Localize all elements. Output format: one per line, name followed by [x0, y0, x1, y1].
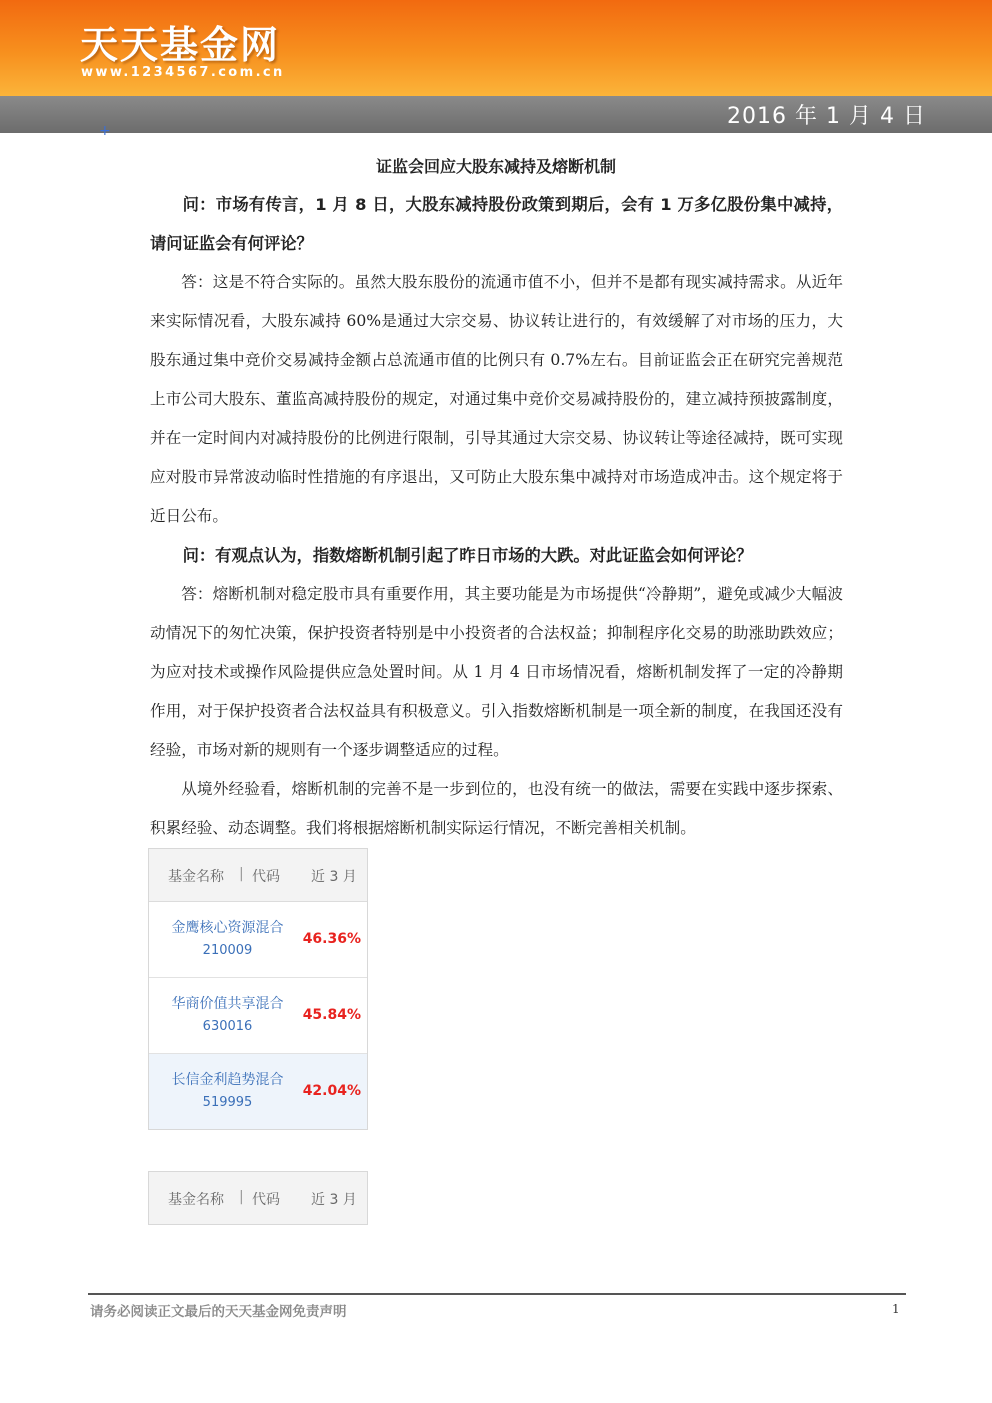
header-code: 代码: [252, 1192, 280, 1208]
header-fund-name: 基金名称: [168, 1192, 224, 1208]
fund-name-link[interactable]: 长信金利趋势混合: [171, 1072, 284, 1088]
fund-code-link[interactable]: 210009: [202, 943, 253, 958]
header-banner: [0, 0, 992, 96]
logo-title: 天天基金网: [80, 23, 281, 67]
fund-return: 42.04%: [302, 1083, 361, 1099]
footer-disclaimer: 请务必阅读正文最后的天天基金网免责声明: [90, 1304, 347, 1320]
fund-row[interactable]: [149, 902, 367, 978]
fund-table-header: [149, 1172, 367, 1224]
report-date: 2016 年 1 月 4 日: [727, 104, 926, 129]
fund-code-link[interactable]: 519995: [202, 1095, 253, 1110]
answer-paragraph: 答：熔断机制对稳定股市具有重要作用，其主要功能是为市场提供“冷静期”，避免或减少大幅波动情况下的匆忙决策，保护投资者特别是中小投资者的合法权益；抑制程序化交易的助涨助跌效应；为应对技术或操作风险提供应急处置时间。从 1 月 4 日市场情况看，熔断机制发挥了一定的冷静期作用，对于保护投资者合法权益具有积极意义。引入指数熔断机制是一项全新的制度，在我国还没有经验，市场对新的规则有一个逐步调整适应的过程。: [150, 585, 843, 759]
header-fund-name: 基金名称: [168, 869, 224, 885]
header-code: 代码: [252, 869, 280, 885]
fund-return: 46.36%: [302, 931, 361, 947]
question-paragraph: 问：市场有传言，1 月 8 日，大股东减持股份政策到期后，会有 1 万多亿股份集中减持，请问证监会有何评论？: [150, 195, 843, 253]
question-paragraph: 问：有观点认为，指数熔断机制引起了昨日市场的大跌。对此证监会如何评论？: [182, 546, 753, 565]
fund-table-header: [149, 849, 367, 902]
fund-return: 45.84%: [302, 1007, 361, 1023]
fund-ranking-table-2: [148, 1171, 368, 1225]
page-number: 1: [892, 1302, 900, 1316]
plus-marker-icon: +: [99, 123, 111, 139]
header-separator: |: [239, 866, 244, 882]
header-period: 近 3 月: [311, 1192, 357, 1208]
header-separator: |: [239, 1189, 244, 1205]
article-body: [150, 185, 843, 848]
fund-name-link[interactable]: 华商价值共享混合: [171, 996, 284, 1012]
fund-code-link[interactable]: 630016: [202, 1019, 253, 1034]
answer-paragraph: 答：这是不符合实际的。虽然大股东股份的流通市值不小，但并不是都有现实减持需求。从近年来实际情况看，大股东减持 60%是通过大宗交易、协议转让进行的，有效缓解了对市场的压力，大股东通过集中竞价交易减持金额占总流通市值的比例只有 0.7%左右。目前证监会正在研究完善规范上市公司大股东、董监高减持股份的规定，对通过集中竞价交易减持股份的，建立减持预披露制度，并在一定时间内对减持股份的比例进行限制，引导其通过大宗交易、协议转让等途径减持，既可实现应对股市异常波动临时性措施的有序退出，又可防止大股东集中减持对市场造成冲击。这个规定将于近日公布。: [150, 273, 843, 525]
header-period: 近 3 月: [311, 869, 357, 885]
footer-divider: [88, 1293, 906, 1295]
answer-paragraph: 从境外经验看，熔断机制的完善不是一步到位的，也没有统一的做法，需要在实践中逐步探索、积累经验、动态调整。我们将根据熔断机制实际运行情况，不断完善相关机制。: [150, 780, 843, 837]
fund-name-link[interactable]: 金鹰核心资源混合: [171, 920, 284, 936]
fund-row[interactable]: [149, 1054, 367, 1129]
logo-url: www.1234567.com.cn: [81, 65, 285, 80]
fund-row[interactable]: [149, 978, 367, 1054]
article-title: 证监会回应大股东减持及熔断机制: [375, 157, 616, 176]
fund-ranking-table: [148, 848, 368, 1130]
